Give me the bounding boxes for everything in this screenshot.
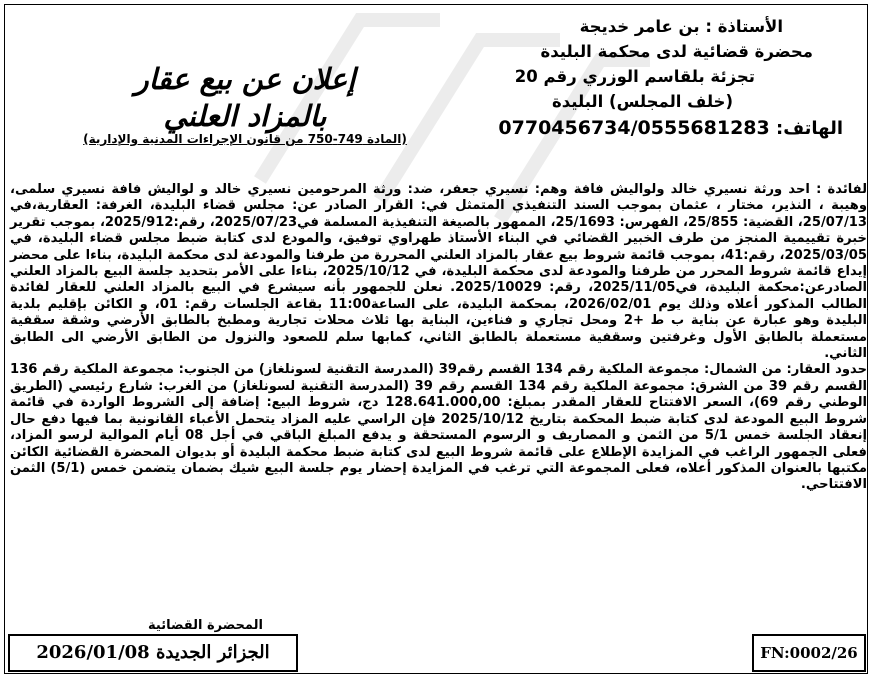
announcement-title: إعلان عن بيع عقار: [134, 62, 356, 96]
bailiff-role: محضرة قضائية لدى محكمة البليدة: [540, 42, 813, 61]
announcement-subtitle: بالمزاد العلني: [163, 99, 327, 133]
file-number: FN:0002/26: [752, 634, 866, 672]
phone-number: 0770456734/0555681283: [498, 117, 770, 139]
body-paragraph: لفائدة : احد ورثة نسيري خالد ولواليش فافة وهم: نسيري جعفر، ضد: ورثة المرحومين نسيري خالد و لواليش فافة نسيري سلمى، وهيبة ، النذير، مختار ، عثمان بموجب السند التنفيذي المتمثل في: القرار الصادر عن: مجلس قضاء البليدة، الغرفة: العقارية،في 25/07/13، القضية: 25/855، الفهرس: 25/1693، الممهور بالصيغة التنفيذية المسلمة في2025/07/23، رقم:2025/912، بموجب تقرير خبرة تقييمية المنجز من طرف الخبير القضائي في البناء الأستاذ طهراوي توفيق، والمودع لدى كتابة ضبط مجلس قضاء البليدة، في 2025/03/05، رقم:41، بموجب قائمة شروط بيع عقار بالمزاد العلني المحررة من طرفنا والمودعة لدى محكمة البليدة، بناءا على محضر إيداع قائمة شروط المحرر من طرفنا والمودعة لدى محكمة البليدة، في 2025/10/12، بناءا على الأمر بتحديد جلسة البيع بالمزاد العلني الصادرعن:محكمة البليدة، في2025/11/05، رقم: 2025/10029. نعلن للجمهور بأنه سيشرع في البيع بالمزاد العلني للعقار لفائدة الطالب المذكور أعلاه وذلك يوم 2026/02/01، بمحكمة البليدة، على الساعة11:00 بقاعة الجلسات رقم: 01، و الكائن بإقليم بلدية البليدة وهو عبارة عن بناية ب ط +2 ومحل تجاري و فناءين، البناية بها ثلاث محلات تجارية ومطبخ بالطابق الأرضي وشقة سقفية مستعملة بالطابق الأول وغرفتين وسقفية مستعملة بالطابق الثاني، كمابها سلم للصعود والنزول من الطابق الأرضي الى الطابق الثاني.: [10, 182, 867, 362]
publication-stamp: الجزائر الجديدة 2026/01/08: [8, 634, 298, 672]
bailiff-header: [423, 14, 843, 141]
bailiff-phone: [423, 116, 843, 141]
bailiff-address-detail: (خلف المجلس) البليدة: [551, 92, 733, 111]
body-paragraph: حدود العقار: من الشمال: مجموعة الملكية رقم 134 القسم رقم39 (المدرسة التقنية لسونلغاز) من الجنوب: مجموعة الملكية رقم 136 القسم رقم 39 من الشرق: مجموعة الملكية رقم 134 القسم رقم 39 (المدرسة التقنية لسونلغاز) من الغرب: شارع رئيسي (الطريق الوطني رقم 69)، السعر الافتتاح للعقار المقدر بمبلغ: 128.641.000,00 دج، شروط البيع: إضافة إلى الشروط الواردة في قائمة شروط البيع المودعة لدى كتابة ضبط المحكمة بتاريخ 2025/10/12 فإن الراسي عليه المزاد يتحمل الأعباء القانونية بما فيها دفع حال إنعقاد الجلسة خمس 5/1 من الثمن و المصاريف و الرسوم المستحقة و يدفع المبلغ الباقي في أجل 08 أيام الموالية لرسو المزاد، فعلى الجمهور الراغب في المزايدة الإطلاع على قائمة شروط البيع لدى كتابة ضبط محكمة البليدة أو بديوان المحضرة القضائية الكائن مكتبها بالعنوان المذكور أعلاه، فعلى المجموعة التي ترغب في المزايدة إحضار يوم جلسة البيع شيك بضمان يتضمن خمس (5/1) الثمن الافتتاحي.: [10, 362, 868, 493]
phone-label: الهاتف:: [776, 118, 843, 139]
announcement-title-block: [60, 60, 430, 146]
signature: المحضرة القضائية: [148, 618, 263, 633]
bailiff-name: الأستاذة : بن عامر خديجة: [579, 17, 783, 36]
bailiff-address: تجزئة بلقاسم الوزري رقم 20: [514, 67, 755, 86]
legal-reference: (المادة 749-750 من قانون الإجراءات المدنية والإدارية): [83, 132, 407, 146]
announcement-body: [10, 182, 867, 494]
